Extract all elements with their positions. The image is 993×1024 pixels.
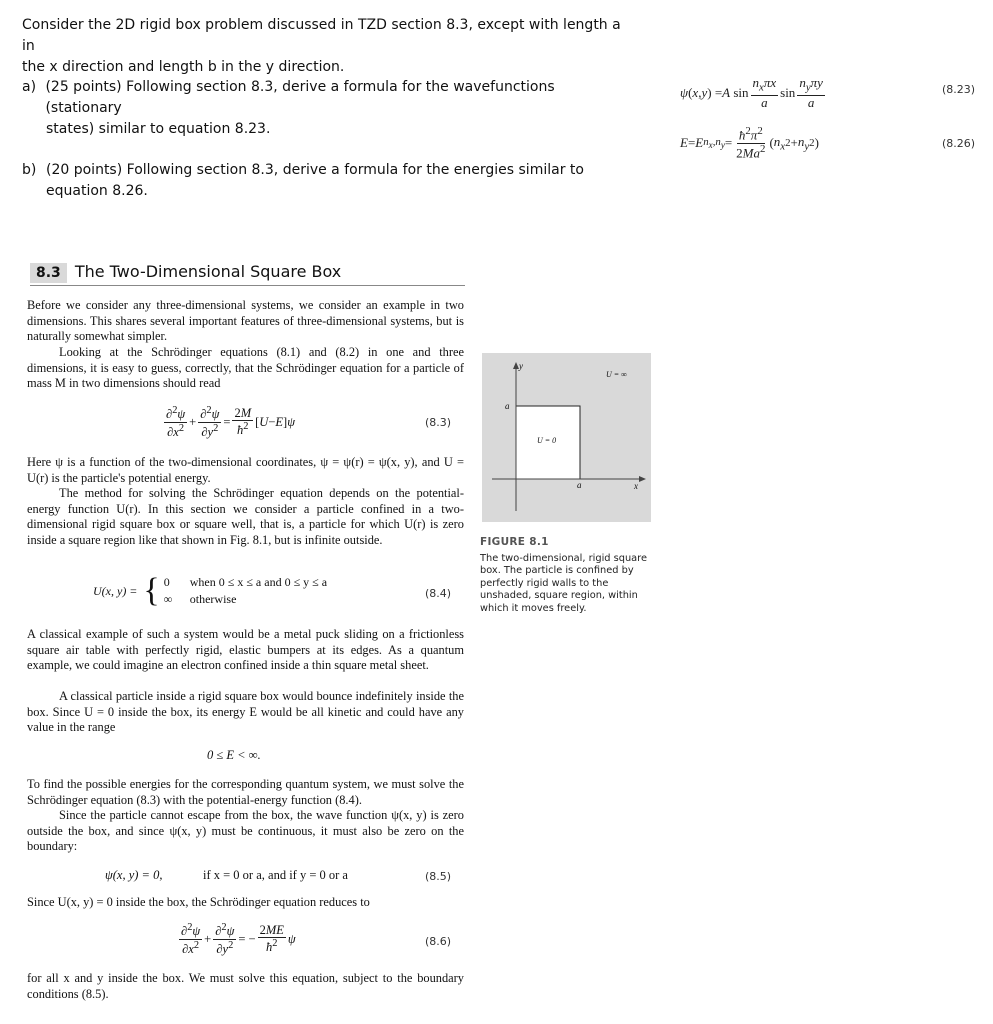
- paragraph-10: for all x and y inside the box. We must solve this equation, subject to the boundary conditions (8.5).: [27, 971, 464, 1001]
- paragraph-9: Since U(x, y) = 0 inside the box, the Schrödinger equation reduces to: [27, 895, 370, 909]
- energy-range: 0 ≤ E < ∞.: [207, 748, 261, 762]
- question-part-a: [22, 77, 622, 140]
- question-part-b: [22, 160, 622, 202]
- question-intro: [22, 15, 622, 78]
- figure-8-1: [482, 353, 651, 522]
- part-a-label: a): [22, 79, 37, 95]
- u-infinity-label: U = ∞: [606, 370, 627, 379]
- section-heading: [30, 262, 465, 286]
- equation-8-4: U(x, y) = { 0 when 0 ≤ x ≤ a and 0 ≤ y ≤ a ∞ otherwise: [93, 572, 328, 609]
- section-title: The Two-Dimensional Square Box: [74, 262, 342, 281]
- eq85-lhs: ψ(x, y) = 0,: [105, 868, 163, 882]
- part-a-line-1: (25 points) Following section 8.3, derive a formula for the wavefunctions (stationary: [45, 79, 555, 116]
- equation-8-3: $\frac{\partial^2\psi}{\partial x^2}$ + $\frac{\partial^2\psi}{\partial y^2}$ = $\frac{2M}{ħ^2}$ [ U − E ] ψ: [166, 405, 295, 440]
- paragraph-1: Before we consider any three-dimensional systems, we consider an example in two dimensions. This shares several important features of three-dimensional systems, but is naturally somewhat simpler.: [27, 298, 464, 344]
- equation-8-5: [105, 868, 348, 883]
- y-tick-a: a: [505, 401, 510, 411]
- paragraph-7: To find the possible energies for the corresponding quantum system, we must solve the Schrödinger equation (8.3) with the potential-energy function (8.4).: [27, 777, 464, 807]
- x-axis-label: x: [634, 481, 638, 491]
- paragraph-2: Looking at the Schrödinger equations (8.1) and (8.2) in one and three dimensions, it is easy to guess, correctly, that the Schrödinger equation for a particle of mass M in two dimensions should read: [27, 345, 464, 391]
- intro-line-2: the x direction and length b in the y direction.: [22, 59, 345, 75]
- equation-8-26-number: (8.26): [942, 137, 976, 150]
- paragraph-8: Since the particle cannot escape from the box, the wave function ψ(x, y) is zero outside the box, and since ψ(x, y) must be continuous, it must also be zero on the boundary:: [27, 808, 464, 854]
- part-b-line-2: equation 8.26.: [46, 183, 148, 199]
- paragraph-4: The method for solving the Schrödinger equation depends on the potential-energy function U(r). In this section we consider a particle confined in a two-dimensional rigid square box or square well, that is, a particle for which U(r) is zero inside a square region like that shown in Fig. 8.1, but is infinite outside.: [27, 486, 464, 547]
- intro-line-1: Consider the 2D rigid box problem discussed in TZD section 8.3, except with length a in: [22, 17, 621, 54]
- part-b-label: b): [22, 162, 37, 178]
- eq84-lhs: U(x, y) =: [93, 583, 138, 598]
- eq84-case1-value: 0: [163, 575, 170, 589]
- u-zero-label: U = 0: [537, 436, 557, 445]
- equation-8-6-number: (8.6): [425, 935, 452, 948]
- eq85-condition: if x = 0 or a, and if y = 0 or a: [203, 868, 348, 882]
- eq84-case2-value: ∞: [163, 592, 173, 606]
- paragraph-6: A classical particle inside a rigid square box would bounce indefinitely inside the box. Since U = 0 inside the box, its energy E would be all kinetic and could have any value in the range: [27, 689, 464, 735]
- part-b-line-1: (20 points) Following section 8.3, derive a formula for the energies similar to: [46, 162, 584, 178]
- x-tick-a: a: [577, 480, 582, 490]
- equation-8-26: E = E $n_x,n_y$ = $\frac{ħ^2\pi^2}{2Ma^2}$ ( $n_x$ 2 + $n_y$ 2 ): [680, 125, 819, 160]
- equation-8-23-number: (8.23): [942, 83, 976, 96]
- paragraph-3: Here ψ is a function of the two-dimensional coordinates, ψ = ψ(r) = ψ(x, y), and U = U(r) is the particle's potential energy.: [27, 455, 464, 485]
- figure-label: FIGURE 8.1: [480, 536, 549, 548]
- section-number: 8.3: [30, 263, 67, 283]
- y-axis-label: y: [519, 361, 523, 371]
- figure-caption: The two-dimensional, rigid square box. The particle is confined by perfectly rigid walls to the unshaded, square region, within which it moves freely.: [480, 553, 648, 614]
- part-a-line-2: states) similar to equation 8.23.: [46, 121, 271, 137]
- equation-8-23: ψ ( x , y ) = A sin $\frac{n_x\pi x}{a}$ sin $\frac{n_y\pi y}{a}$: [680, 75, 823, 110]
- equation-8-4-number: (8.4): [425, 587, 452, 600]
- equation-8-6: $\frac{\partial^2\psi}{\partial x^2}$ + $\frac{\partial^2\psi}{\partial y^2}$ = − $\frac{2ME}{ħ^2}$ ψ: [181, 922, 296, 957]
- eq84-case1-condition: when 0 ≤ x ≤ a and 0 ≤ y ≤ a: [189, 575, 328, 589]
- paragraph-5: A classical example of such a system would be a metal puck sliding on a frictionless square air table with perfectly rigid, elastic bumpers at its edges. As a quantum example, we could imagine an electron confined inside a thin square metal sheet.: [27, 627, 464, 673]
- equation-8-3-number: (8.3): [425, 416, 452, 429]
- eq84-case2-condition: otherwise: [189, 592, 237, 606]
- equation-8-5-number: (8.5): [425, 870, 452, 883]
